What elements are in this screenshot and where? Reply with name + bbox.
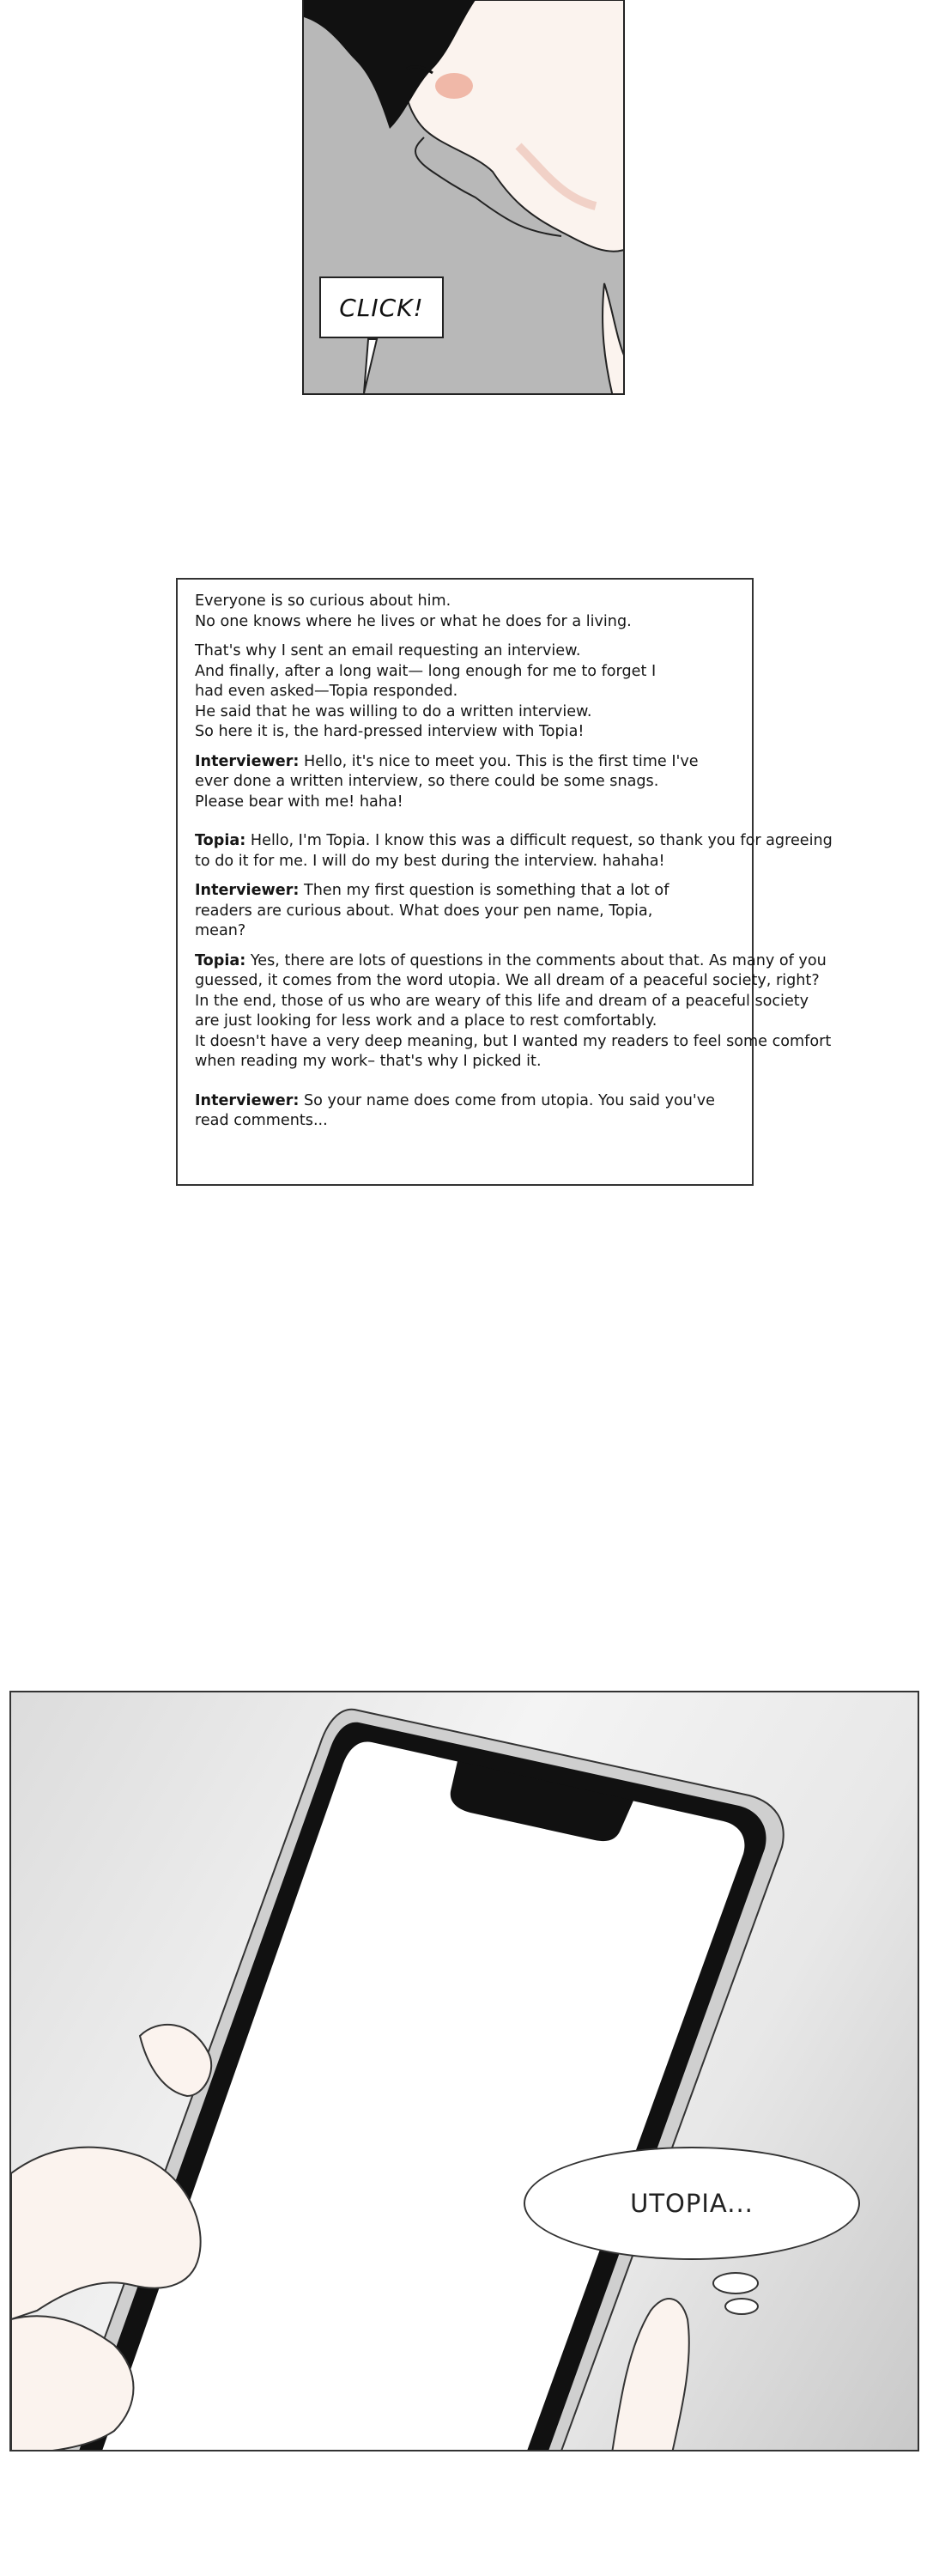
sfx-click-bubble: CLICK!	[319, 276, 444, 338]
interview-paragraph: Interviewer: Hello, it's nice to meet you. This is the first time I've ever done a written interview, so there could be some snags. Please bear with me! haha!	[195, 752, 699, 811]
thought-bubble: UTOPIA...	[524, 2147, 860, 2260]
phone-illustration	[11, 1692, 919, 2451]
interview-paragraph: Topia: Yes, there are lots of questions in the comments about that. As many of you guessed, it comes from the word utopia. We all dream of a peaceful society, right? In the end, those of us who are weary of this life and dream of a peaceful society are just looking for less work and a place to rest comfortably. It doesn't have a very deep meaning, but I wanted my readers to feel some comfort when reading my work– that's why I picked it.	[195, 951, 832, 1070]
comic-panel-phone	[9, 1691, 919, 2451]
comic-panel-profile	[302, 0, 625, 395]
interview-paragraph: Interviewer: So your name does come from utopia. You said you've read comments...	[195, 1091, 715, 1129]
interview-paragraph: That's why I sent an email requesting an interview. And finally, after a long wait— long enough for me to forget I had even asked—Topia responded. He said that he was willing to do a written interview. So here it is, the hard-pressed interview with Topia!	[195, 642, 657, 740]
interview-paragraph: Everyone is so curious about him. No one knows where he lives or what he does for a living.	[195, 592, 632, 630]
thought-bubble-dot	[712, 2272, 759, 2294]
thought-bubble-dot	[724, 2298, 759, 2315]
interview-paragraph: Interviewer: Then my first question is something that a lot of readers are curious about. What does your pen name, Topia, mean?	[195, 882, 670, 939]
interview-text-box	[176, 578, 833, 1186]
interview-paragraph: Topia: Hello, I'm Topia. I know this was a difficult request, so thank you for agreeing to do it for me. I will do my best during the interview. hahaha!	[195, 832, 833, 870]
